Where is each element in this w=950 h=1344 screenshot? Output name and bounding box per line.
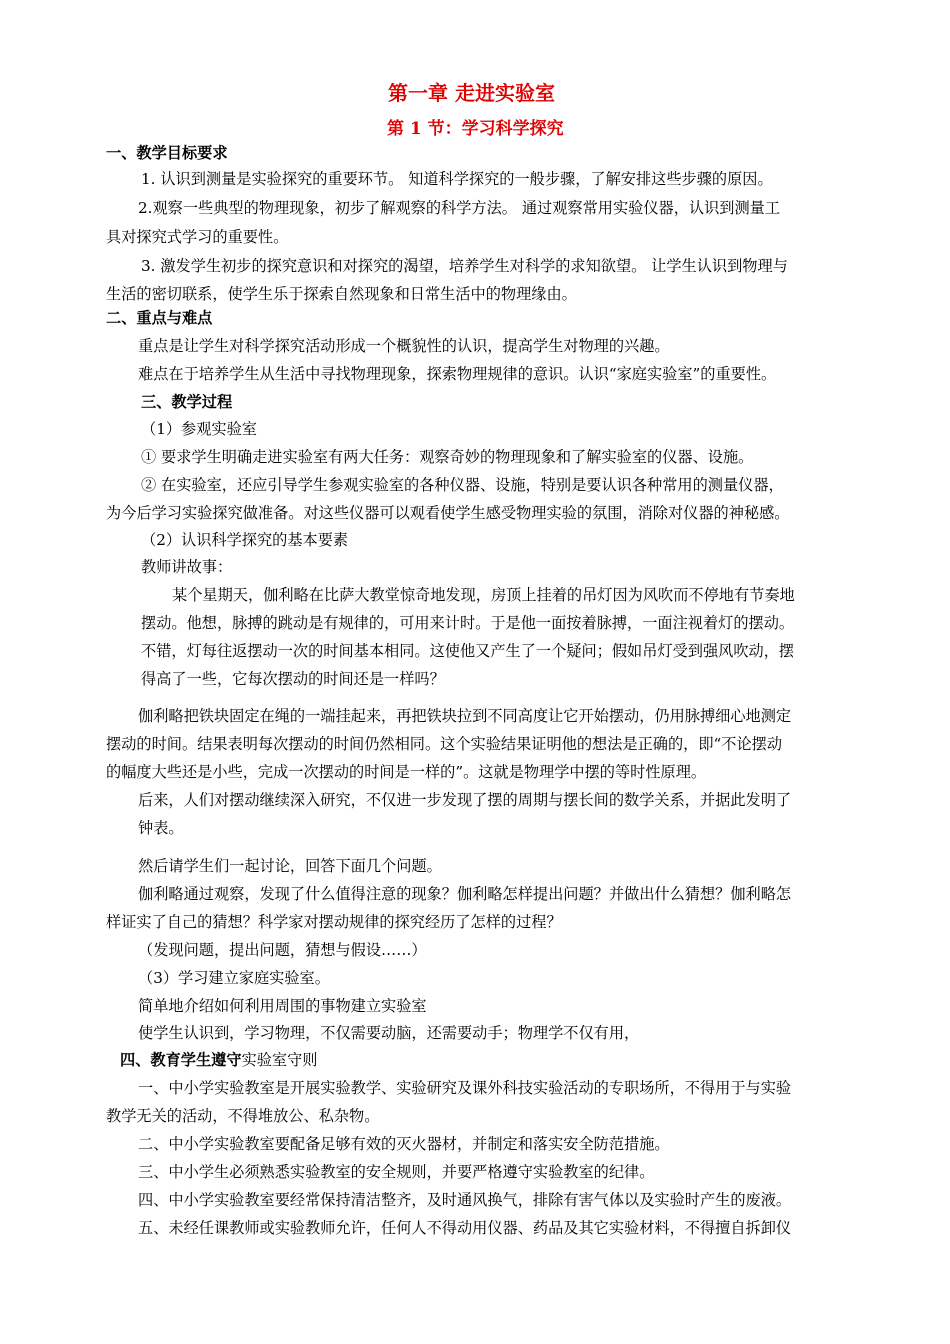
story-line: 某个星期天，伽利略在比萨大教堂惊奇地发现，房顶上挂着的吊灯因为风吹而不停地有节奏地 <box>172 586 795 604</box>
chapter-title: 第一章 走进实验室 <box>388 81 555 105</box>
paragraph: 使学生认识到，学习物理，不仅需要动脑，还需要动手；物理学不仅有用， <box>138 1024 640 1042</box>
rule-item: 五、未经任课教师或实验教师允许，任何人不得动用仪器、药品及其它实验材料，不得擅自拆卸仪 <box>138 1219 792 1237</box>
paragraph: ① 要求学生明确走进实验室有两大任务：观察奇妙的物理现象和了解实验室的仪器、设施。 <box>141 448 754 466</box>
paragraph: 后来，人们对摆动继续深入研究，不仅进一步发现了摆的周期与摆长间的数学关系，并据此发明了 <box>138 791 792 809</box>
paragraph: 伽利略通过观察，发现了什么值得注意的现象？伽利略怎样提出问题？并做出什么猜想？伽利略怎 <box>138 885 792 903</box>
paragraph: 然后请学生们一起讨论，回答下面几个问题。 <box>138 857 442 875</box>
paragraph: 具对探究式学习的重要性。 <box>106 228 289 246</box>
subheading: （2）认识科学探究的基本要素 <box>141 531 349 549</box>
story-line: 得高了一些，它每次摆动的时间还是一样吗？ <box>141 670 445 688</box>
heading-teaching-process: 三、教学过程 <box>141 393 233 411</box>
paragraph: 2.观察一些典型的物理现象，初步了解观察的科学方法。 通过观察常用实验仪器，认识到测量工 <box>138 199 781 217</box>
paragraph: 1. 认识到测量是实验探究的重要环节。 知道科学探究的一般步骤，了解安排这些步骤的原因。 <box>141 170 773 188</box>
subheading: （3）学习建立家庭实验室。 <box>138 969 330 987</box>
heading-lab-rules <box>120 1050 317 1070</box>
rule-item: 四、中小学实验教室要经常保持清洁整齐，及时通风换气，排除有害气体以及实验时产生的废液。 <box>138 1191 792 1209</box>
rule-item: 二、中小学实验教室要配备足够有效的灭火器材，并制定和落实安全防范措施。 <box>138 1135 670 1153</box>
heading-lab-rules-bold: 四、教育学生遵守 <box>120 1051 242 1069</box>
paragraph: 教师讲故事： <box>141 558 233 576</box>
paragraph: 样证实了自己的猜想？科学家对摆动规律的探究经历了怎样的过程？ <box>106 913 562 931</box>
rule-item: 一、中小学实验教室是开展实验教学、实验研究及课外科技实验活动的专职场所，不得用于与实验 <box>138 1079 792 1097</box>
rule-item: 教学无关的活动，不得堆放公、私杂物。 <box>106 1107 380 1125</box>
paragraph: 伽利略把铁块固定在绳的一端挂起来，再把铁块拉到不同高度让它开始摆动，仍用脉搏细心地测定 <box>138 707 792 725</box>
paragraph: 生活的密切联系，使学生乐于探索自然现象和日常生活中的物理缘由。 <box>106 285 577 303</box>
paragraph: ② 在实验室，还应引导学生参观实验室的各种仪器、设施，特别是要认识各种常用的测量仪器， <box>141 476 784 494</box>
paragraph: 重点是让学生对科学探究活动形成一个概貌性的认识，提高学生对物理的兴趣。 <box>138 337 670 355</box>
paragraph: 为今后学习实验探究做准备。对这些仪器可以观看使学生感受物理实验的氛围，消除对仪器的神秘感。 <box>106 504 790 522</box>
subheading: （1）参观实验室 <box>141 420 257 438</box>
heading-teaching-goals: 一、教学目标要求 <box>106 144 228 162</box>
paragraph: 3. 激发学生初步的探究意识和对探究的渴望，培养学生对科学的求知欲望。 让学生认识到物理与 <box>141 257 788 275</box>
rule-item: 三、中小学生必须熟悉实验教室的安全规则，并要严格遵守实验教室的纪律。 <box>138 1163 655 1181</box>
paragraph: 钟表。 <box>138 819 184 837</box>
section-subtitle: 第 1 节：学习科学探究 <box>387 119 564 139</box>
paragraph: 简单地介绍如何利用周围的事物建立实验室 <box>138 997 427 1015</box>
heading-key-points: 二、重点与难点 <box>106 309 213 327</box>
story-line: 摆动。他想，脉搏的跳动是有规律的，可用来计时。于是他一面按着脉搏，一面注视着灯的摆动。 <box>141 614 795 632</box>
paragraph: 摆动的时间。结果表明每次摆动的时间仍然相同。这个实验结果证明他的想法是正确的，即“不论摆动 <box>106 735 783 753</box>
story-line: 不错，灯每往返摆动一次的时间基本相同。这使他又产生了一个疑问；假如吊灯受到强风吹动，摆 <box>141 642 795 660</box>
heading-lab-rules-rest: 实验室守则 <box>241 1051 318 1069</box>
paragraph: 的幅度大些还是小些，完成一次摆动的时间是一样的”。这就是物理学中摆的等时性原理。 <box>106 763 707 781</box>
paragraph: 难点在于培养学生从生活中寻找物理现象，探索物理规律的意识。认识“家庭实验室”的重要性。 <box>138 365 777 383</box>
paragraph: （发现问题，提出问题，猜想与假设……） <box>138 941 427 959</box>
